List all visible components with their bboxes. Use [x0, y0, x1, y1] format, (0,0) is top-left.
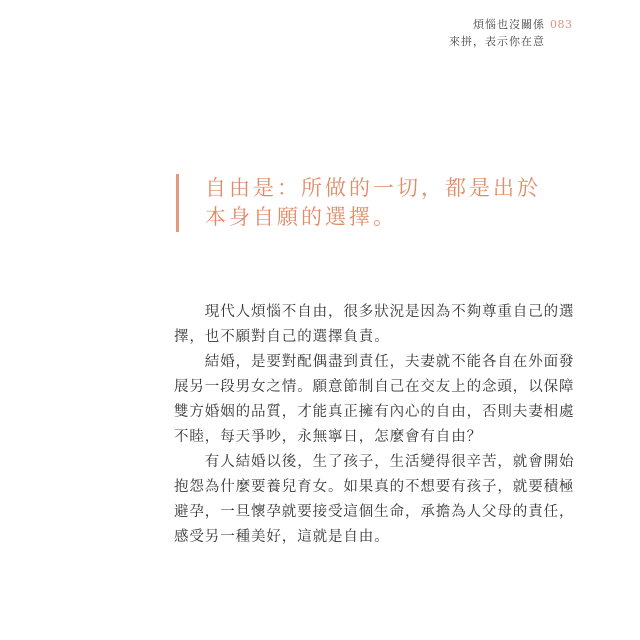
- body-line: 有人結婚以後，生了孩子，生活變得很辛苦，就會開始: [174, 454, 575, 470]
- pull-quote: [176, 174, 556, 232]
- running-header-title: 煩惱也沒關係: [473, 18, 545, 31]
- body-line: 感受另一種美好，這就是自由。: [174, 529, 390, 545]
- body-line: 展另一段男女之情。願意節制自己在交友上的念頭，以保障: [174, 379, 575, 395]
- pull-quote-line: 本身自願的選擇。: [205, 205, 397, 229]
- pull-quote-line: 自由是：所做的一切，都是出於: [205, 176, 541, 200]
- body-line: 現代人煩惱不自由，很多狀況是因為不夠尊重自己的選: [174, 304, 575, 320]
- body-line: 雙方婚姻的品質，才能真正擁有內心的自由，否則夫妻相處: [174, 404, 575, 420]
- running-header-subtitle: 來拼，表示你在意: [449, 35, 545, 48]
- running-header: [449, 16, 545, 50]
- body-line: 結婚，是要對配偶盡到責任，夫妻就不能各自在外面發: [174, 354, 575, 370]
- page-number: 083: [550, 18, 573, 31]
- body-line: 不睦，每天爭吵，永無寧日，怎麼會有自由？: [174, 429, 482, 445]
- body-text: [174, 300, 575, 550]
- body-line: 避孕，一旦懷孕就要接受這個生命，承擔為人父母的責任，: [174, 504, 575, 520]
- body-line: 擇，也不願對自己的選擇負責。: [174, 329, 390, 345]
- body-line: 抱怨為什麼要養兒育女。如果真的不想要有孩子，就要積極: [174, 479, 575, 495]
